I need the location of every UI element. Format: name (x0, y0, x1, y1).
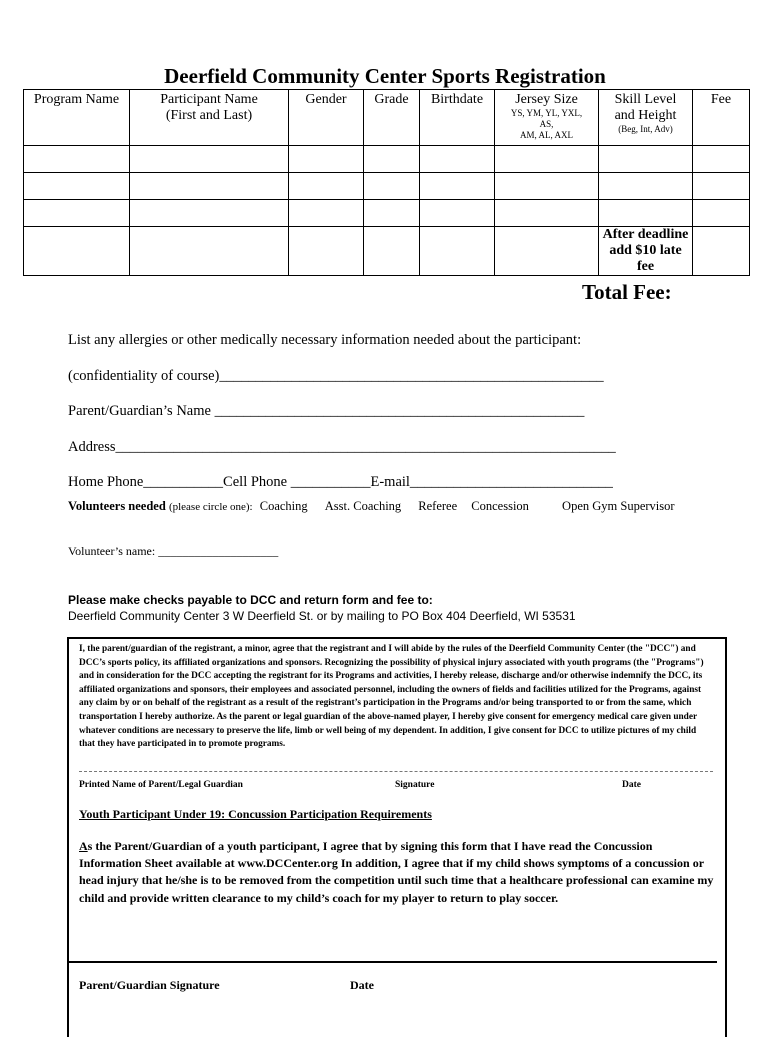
table-cell[interactable] (289, 173, 364, 200)
header-program-name: Program Name (24, 90, 130, 146)
table-cell[interactable] (495, 146, 599, 173)
volunteers-label: Volunteers needed (68, 499, 166, 513)
concussion-title: Youth Participant Under 19: Concussion Participation Requirements (79, 807, 432, 821)
table-cell[interactable] (24, 200, 130, 227)
table-cell[interactable] (495, 227, 599, 276)
table-cell[interactable] (364, 227, 420, 276)
volunteers-row (68, 499, 675, 514)
guardian-signature-label: Parent/Guardian Signature (79, 978, 220, 992)
table-cell[interactable] (130, 200, 289, 227)
table-cell[interactable] (693, 227, 750, 276)
table-cell[interactable] (420, 146, 495, 173)
table-cell[interactable] (599, 200, 693, 227)
concussion-text (79, 838, 715, 907)
page-title: Deerfield Community Center Sports Registration (164, 64, 606, 88)
table-cell[interactable] (130, 173, 289, 200)
header-grade: Grade (364, 90, 420, 146)
table-cell[interactable] (693, 173, 750, 200)
table-cell[interactable] (364, 173, 420, 200)
concussion-body: s the Parent/Guardian of a youth participant, I agree that by signing this form that I have read the Concussion Information Sheet available at www.DCCenter.org In addition, I agree that if my child shows symptoms of a concussion or head injury that he/she is to be removed from the competition until such time that a healthcare professional can examine my child and provide written clearance to my child’s coach for my player to return to play soccer. (79, 839, 714, 905)
volunteer-option-coaching[interactable]: Coaching (259, 499, 308, 513)
waiver-signature-label: Signature (395, 780, 435, 790)
table-cell[interactable] (24, 227, 130, 276)
table-cell[interactable] (420, 200, 495, 227)
waiver-text: I, the parent/guardian of the registrant, a minor, agree that the registrant and I will abide by the rules of the Deerfield Community Center (the "DCC") and DCC’s sports policy, its affiliated organizations and sponsors. Recognizing the possibility of physical injury associated with youth programs (the "Programs") and in consideration for the DCC accepting the registrant for its Programs and activities, I hereby release, discharge and/or otherwise indemnify the DCC, its affiliated organizations and sponsors, their employees and associated personnel, including the owners of fields and facilities utilized for the Programs, against any claim by or on behalf of the registrant as a result of the registrant’s participation in the Programs and/or being transported to or from the same, which transportation I hereby authorize. As the parent or legal guardian of the above-named player, I hereby give consent for emergency medical care given under whatever conditions are necessary to preserve the life, limb or well being of my dependent. In addition, I give consent for DCC to utilize pictures of my child that they have participated in to promote programs. (79, 644, 704, 750)
address-field[interactable]: Address_____________________________________________________________________ (68, 439, 616, 455)
table-row (24, 146, 750, 173)
header-participant-name: Participant Name (First and Last) (130, 90, 289, 146)
bottom-date-label: Date (350, 978, 374, 992)
volunteer-option-concession[interactable]: Concession (471, 499, 529, 513)
table-cell[interactable] (599, 146, 693, 173)
signature-line[interactable] (79, 771, 713, 772)
header-gender: Gender (289, 90, 364, 146)
header-birthdate: Birthdate (420, 90, 495, 146)
table-cell[interactable] (364, 200, 420, 227)
header-fee: Fee (693, 90, 750, 146)
table-row (24, 227, 750, 276)
header-skill-level: Skill Level and Height (Beg, Int, Adv) (599, 90, 693, 146)
volunteers-hint: (please circle one): (168, 501, 253, 513)
table-cell[interactable] (24, 173, 130, 200)
table-cell[interactable] (24, 146, 130, 173)
phone-email-fields[interactable]: Home Phone___________Cell Phone ___________E-mail____________________________ (68, 474, 613, 490)
registration-table (23, 89, 750, 276)
table-row (24, 173, 750, 200)
table-cell[interactable] (495, 200, 599, 227)
volunteer-option-open-gym-supervisor[interactable]: Open Gym Supervisor (562, 499, 675, 513)
table-cell[interactable] (495, 173, 599, 200)
mailing-address: Deerfield Community Center 3 W Deerfield St. or by mailing to PO Box 404 Deerfield, WI 53531 (68, 609, 576, 623)
volunteer-name-field[interactable]: Volunteer’s name: ____________________ (68, 544, 279, 558)
allergies-label: List any allergies or other medically necessary information needed about the participant: (68, 332, 582, 348)
table-cell[interactable] (693, 200, 750, 227)
table-cell[interactable] (420, 173, 495, 200)
volunteer-option-referee[interactable]: Referee (418, 499, 458, 513)
table-header-row (24, 90, 750, 146)
printed-name-label: Printed Name of Parent/Legal Guardian (79, 780, 243, 790)
late-fee-note: After deadline add $10 late fee (599, 227, 693, 276)
table-cell[interactable] (693, 146, 750, 173)
volunteer-option-asst-coaching[interactable]: Asst. Coaching (324, 499, 402, 513)
table-cell[interactable] (599, 173, 693, 200)
waiver-date-label: Date (622, 780, 641, 790)
table-cell[interactable] (420, 227, 495, 276)
table-cell[interactable] (130, 146, 289, 173)
total-fee-label: Total Fee: (582, 280, 672, 304)
confidentiality-field[interactable]: (confidentiality of course)_____________________________________________________ (68, 368, 604, 384)
table-cell[interactable] (289, 227, 364, 276)
checks-payable-label: Please make checks payable to DCC and return form and fee to: (68, 593, 433, 607)
header-jersey-size: Jersey Size YS, YM, YL, YXL, AS, AM, AL, AXL (495, 90, 599, 146)
guardian-name-field[interactable]: Parent/Guardian’s Name ___________________________________________________ (68, 403, 585, 419)
table-cell[interactable] (364, 146, 420, 173)
concussion-first-letter: A (79, 839, 88, 853)
table-cell[interactable] (289, 200, 364, 227)
table-cell[interactable] (130, 227, 289, 276)
signature-rule (69, 961, 717, 963)
table-cell[interactable] (289, 146, 364, 173)
table-row (24, 200, 750, 227)
